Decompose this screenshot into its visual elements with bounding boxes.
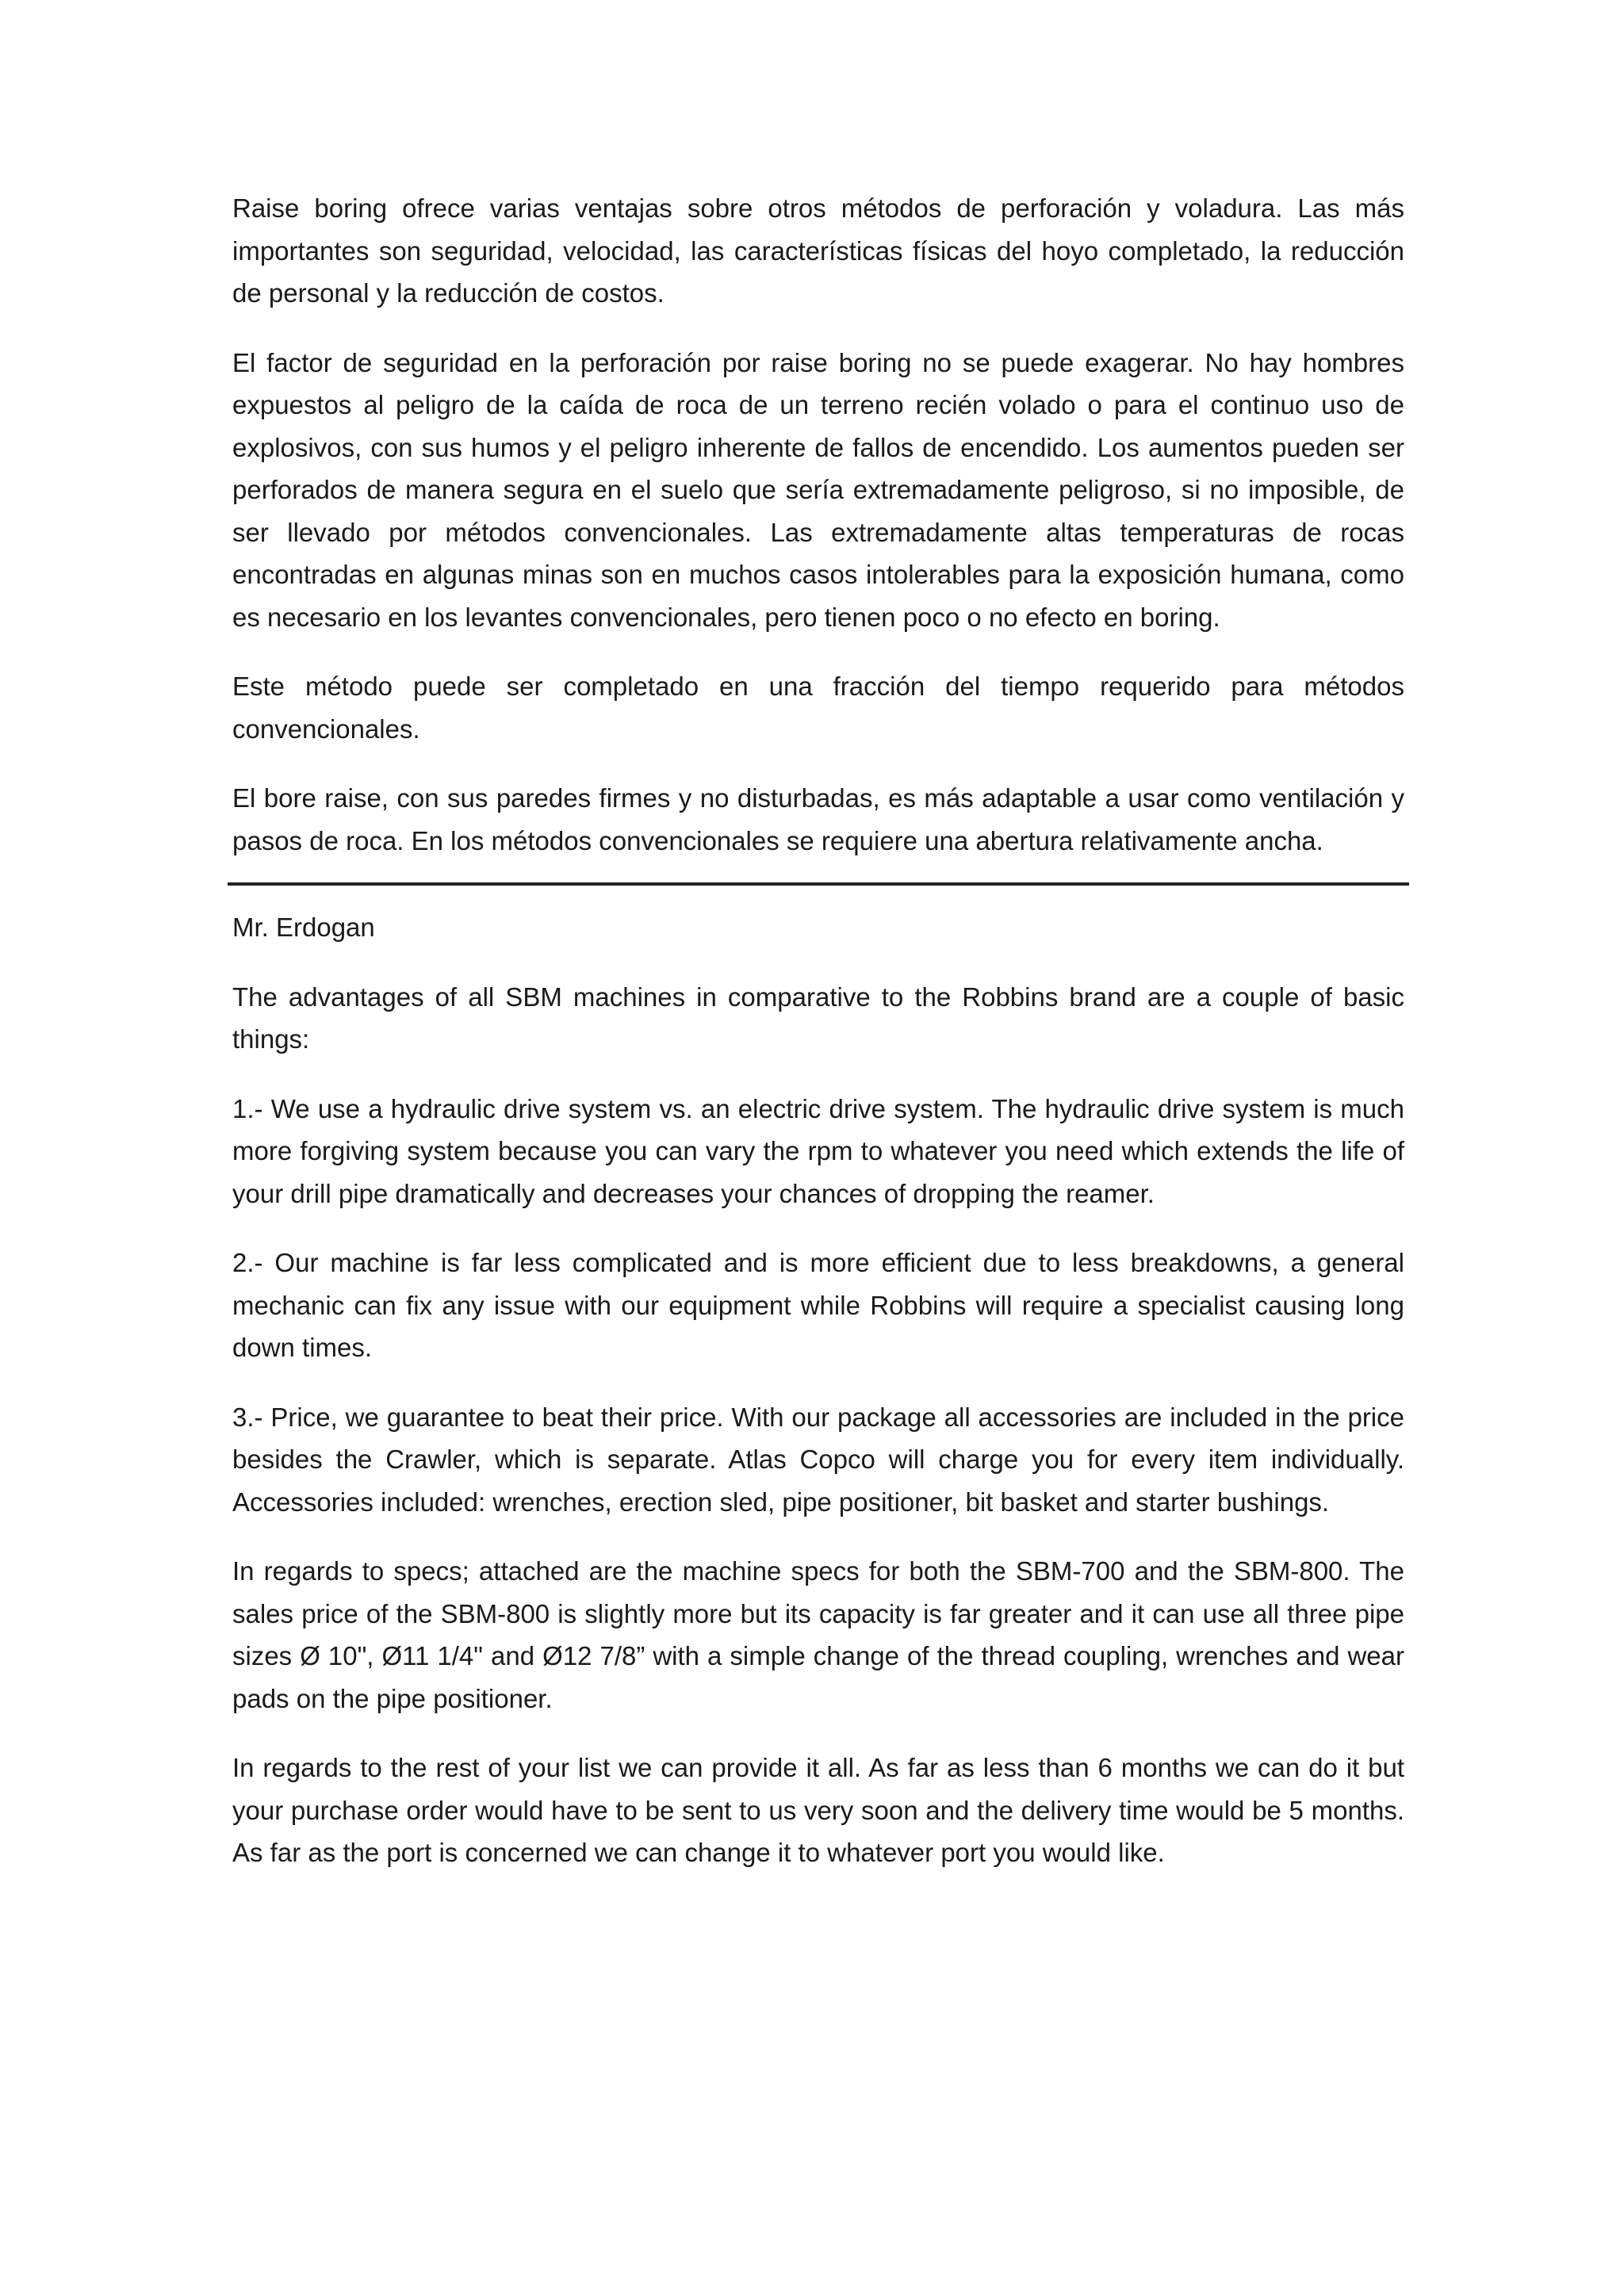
english-paragraph-point-1: 1.- We use a hydraulic drive system vs. an electric drive system. The hydraulic drive system is much more forgiving system because you can vary the rpm to whatever you need which extends the life of your drill pipe dramatically and decreases your chances of dropping the reamer. [232, 1093, 1404, 1208]
spanish-paragraph-speed: Este método puede ser completado en una fracción del tiempo requerido para métodos convencionales. [232, 672, 1404, 744]
section-divider [228, 882, 1409, 886]
salutation: Mr. Erdogan [232, 913, 375, 942]
english-paragraph-specs: In regards to specs; attached are the machine specs for both the SBM-700 and the SBM-800. The sales price of the SBM-800 is slightly more but its capacity is far greater and it can use all three pipe sizes Ø 10", Ø11 1/4" and Ø12 7/8” with a simple change of the thread coupling, wrenches and wear pads on the pipe positioner. [232, 1556, 1404, 1713]
english-paragraph-point-2: 2.- Our machine is far less complicated and is more efficient due to less breakdowns, a general mechanic can fix any issue with our equipment while Robbins will require a specialist causing long down times. [232, 1248, 1404, 1362]
document-page [232, 187, 1404, 1901]
spanish-paragraph-walls: El bore raise, con sus paredes firmes y no disturbadas, es más adaptable a usar como ventilación y pasos de roca. En los métodos convencionales se requiere una abertura relativamente ancha. [232, 783, 1404, 855]
english-paragraph-delivery: In regards to the rest of your list we can provide it all. As far as less than 6 months we can do it but your purchase order would have to be sent to us very soon and the delivery time would be 5 months. As far as the port is concerned we can change it to whatever port you would like. [232, 1753, 1404, 1867]
english-paragraph-point-3: 3.- Price, we guarantee to beat their price. With our package all accessories are included in the price besides the Crawler, which is separate. Atlas Copco will charge you for every item individually. Accessories included: wrenches, erection sled, pipe positioner, bit basket and starter bushings. [232, 1402, 1404, 1517]
spanish-paragraph-advantages: Raise boring ofrece varias ventajas sobre otros métodos de perforación y voladura. Las más importantes son seguridad, velocidad, las características físicas del hoyo completado, la reducción de personal y la reducción de costos. [232, 193, 1404, 308]
english-paragraph-intro: The advantages of all SBM machines in comparative to the Robbins brand are a couple of basic things: [232, 982, 1404, 1054]
spanish-paragraph-safety: El factor de seguridad en la perforación por raise boring no se puede exagerar. No hay hombres expuestos al peligro de la caída de roca de un terreno recién volado o para el continuo uso de explosivos, con sus humos y el peligro inherente de fallos de encendido. Los aumentos pueden ser perforados de manera segura en el suelo que sería extremadamente peligroso, si no imposible, de ser llevado por métodos convencionales. Las extremadamente altas temperaturas de rocas encontradas en algunas minas son en muchos casos intolerables para la exposición humana, como es necesario en los levantes convencionales, pero tienen poco o no efecto en boring. [232, 347, 1404, 632]
